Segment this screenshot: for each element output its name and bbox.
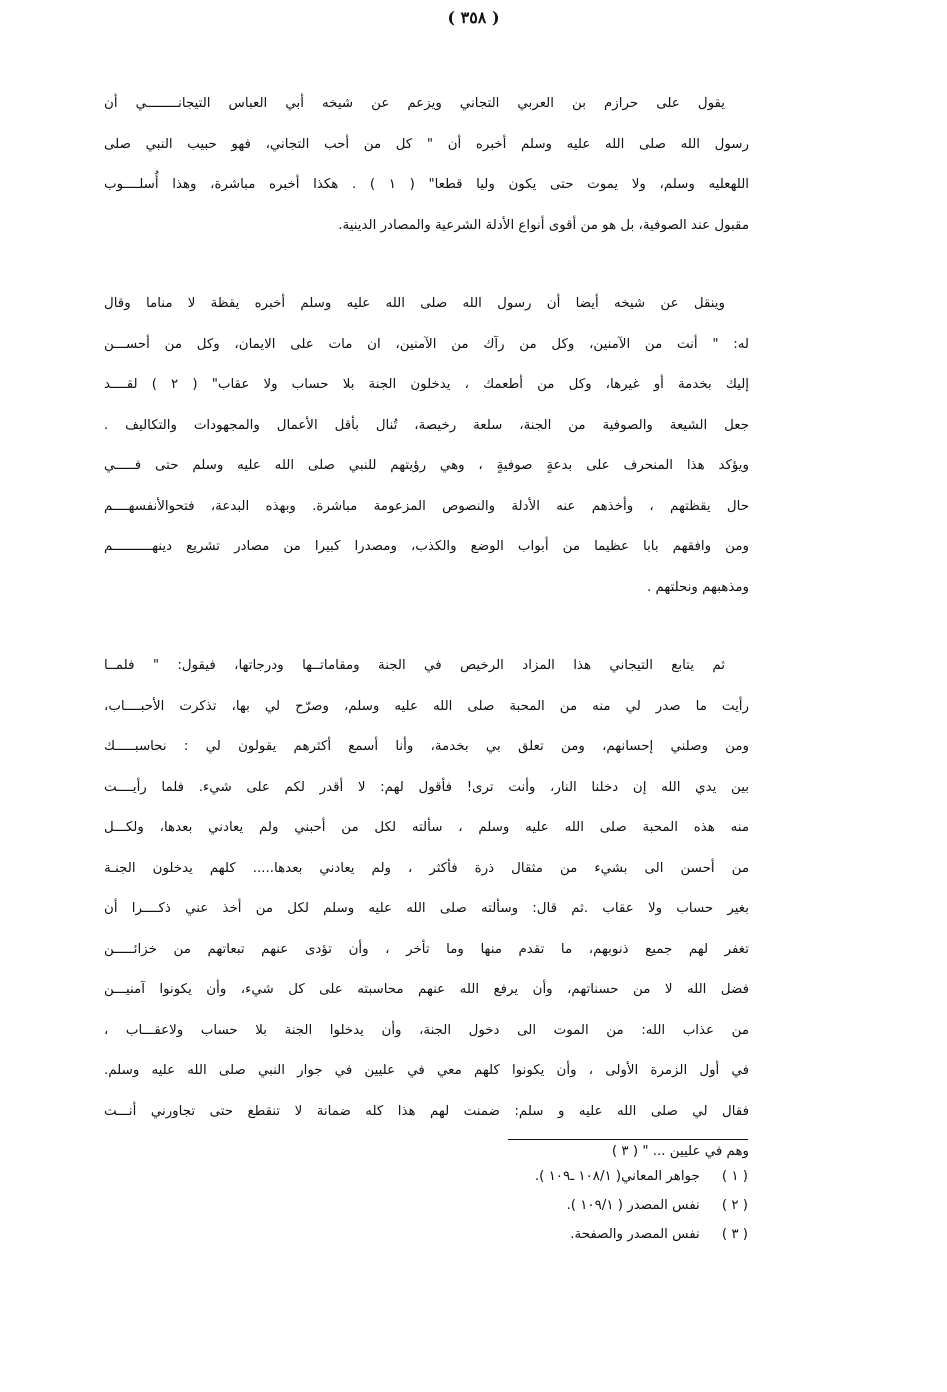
text-line: ويؤكد هذا المنحرف على بدعةٍ صوفيةٍ ، وهي رؤيتهم للنبي صلى الله عليه وسلم حتى فـــــي bbox=[104, 458, 749, 473]
text-line: إليك بخدمة أو غيرها، وكل من أطعمك ، يدخلون الجنة بلا حساب ولا عقاب" ( ٢ ) لقــــد bbox=[104, 377, 749, 392]
footnote-item bbox=[300, 1162, 748, 1191]
paragraph bbox=[104, 84, 749, 246]
text-line: بين يدي الله إن دخلنا النار، وأنت ترى! فأقول لهم: لا أقدر لكم على شيء. فلما رأيــــت bbox=[104, 779, 749, 795]
footnote-item bbox=[300, 1220, 748, 1249]
text-line: ومن وافقهم بابا عظيما من أبواب الوضع والكذب، ومصدرا كبيرا من مصادر تشريع دينهــــــــــم bbox=[104, 539, 749, 554]
footnotes bbox=[300, 1162, 748, 1249]
text-line: جعل الشيعة والصوفية من الجنة، سلعة رخيصة، تُنال بأقل الأعمال والمجهودات والتكاليف . bbox=[104, 417, 749, 433]
text-line: ومذهبهم ونحلتهم . bbox=[646, 579, 749, 595]
text-line: فقال لي صلى الله عليه و سلم: ضمنت لهم هذا كله ضمانة لا تنقطع حتى تجاورني أنـــت bbox=[104, 1103, 749, 1119]
page-number: ( ٣٥٨ ) bbox=[447, 8, 500, 27]
body-text bbox=[104, 84, 749, 1173]
text-line: فضل الله لا من حسناتهم، وأن يرفع الله عنهم محاسبته على كل شيء، وأن يكونوا آمنيـــن bbox=[104, 982, 749, 997]
text-line: اللهعليه وسلم، ولا يموت حتى يكون وليا قطعا" ( ١ ) . هكذا أخبره مباشرة، وهذا أُسلــــوب bbox=[104, 177, 749, 192]
footnote-number: ( ٢ ) bbox=[721, 1198, 748, 1213]
paragraph bbox=[104, 284, 749, 608]
footnote-number: ( ١ ) bbox=[721, 1169, 748, 1184]
text-line: رسول الله صلى الله عليه وسلم أخبره أن " كل من أحب التجاني، فهو حبيب النبي صلى bbox=[104, 136, 749, 152]
text-line: وهم في عليين ... " ( ٣ ) bbox=[611, 1144, 749, 1159]
footnote-text: جواهر المعاني( ١٠٨/١ ـ١٠٩ ). bbox=[534, 1169, 700, 1184]
text-line: رأيت ما صدر لي منه من المحبة صلى الله عليه وسلم، وصرّح لي بها، تذكرت الأحبــــاب، bbox=[104, 698, 749, 714]
text-line: منه هذه المحبة صلى الله عليه وسلم ، سألته لكل من أحبني ولم يعادني بعدها، ولكـــل bbox=[104, 820, 749, 835]
text-line: من أحسن الى بشيء من مثقال ذرة فأكثر ، ولم يعادني بعدها..... كلهم يدخلون الجنـة bbox=[104, 860, 749, 876]
footnote-divider bbox=[508, 1139, 748, 1140]
text-line: وينقل عن شيخه أيضا أن رسول الله صلى الله عليه وسلم أخبره يقظة لا مناما وقال bbox=[104, 296, 725, 311]
text-line: له: " أنت من الآمنين، وكل من رآك من الآمنين، ان مات على الايمان، وكل من أحســـن bbox=[104, 336, 749, 352]
footnote-text: نفس المصدر ( ١٠٩/١ ). bbox=[566, 1198, 700, 1213]
text-line: ثم يتابع التيجاني هذا المزاد الرخيص في الجنة ومقاماتــها ودرجاتها، فيقول: " فلمــا bbox=[104, 658, 725, 673]
text-line: مقبول عند الصوفية، بل هو من أقوى أنواع الأدلة الشرعية والمصادر الدينية. bbox=[338, 217, 749, 233]
text-line: من عذاب الله: من الموت الى دخول الجنة، وأن يدخلوا الجنة بلا حساب ولاعقـــاب ، bbox=[104, 1022, 749, 1038]
footnote-text: نفس المصدر والصفحة. bbox=[570, 1227, 700, 1242]
text-line: بغير حساب ولا عقاب .ثم قال: وسألته صلى الله عليه وسلم لكل من أخذ عني ذكــــرا أن bbox=[104, 901, 749, 916]
text-line: حال يقظتهم ، وأخذهم عنه الأدلة والنصوص المزعومة مباشرة. وبهذه البدعة، فتحوالأنفسهــــم bbox=[104, 498, 749, 514]
text-line: في أول الزمرة الأولى ، وأن يكونوا كلهم معي في عليين في جوار النبي صلى الله عليه وسلم. bbox=[104, 1063, 749, 1078]
text-line: تغفر لهم جميع ذنوبهم، ما تقدم منها وما تأخر ، وأن تؤدى عنهم تبعاتهم من خزائـــــن bbox=[104, 941, 749, 957]
text-line: ومن وصلني إحسانهم، ومن تعلق بي بخدمة، وأنا أسمع أكثرهم يقولون لي : نحاسبـــــك bbox=[104, 739, 749, 754]
footnote-item bbox=[300, 1191, 748, 1220]
text-line: يقول على حرازم بن العربي التجاني ويزعم عن شيخه أبي العباس التيجانــــــــي أن bbox=[104, 96, 725, 111]
footnote-number: ( ٣ ) bbox=[721, 1227, 748, 1242]
paragraph bbox=[104, 646, 749, 1173]
